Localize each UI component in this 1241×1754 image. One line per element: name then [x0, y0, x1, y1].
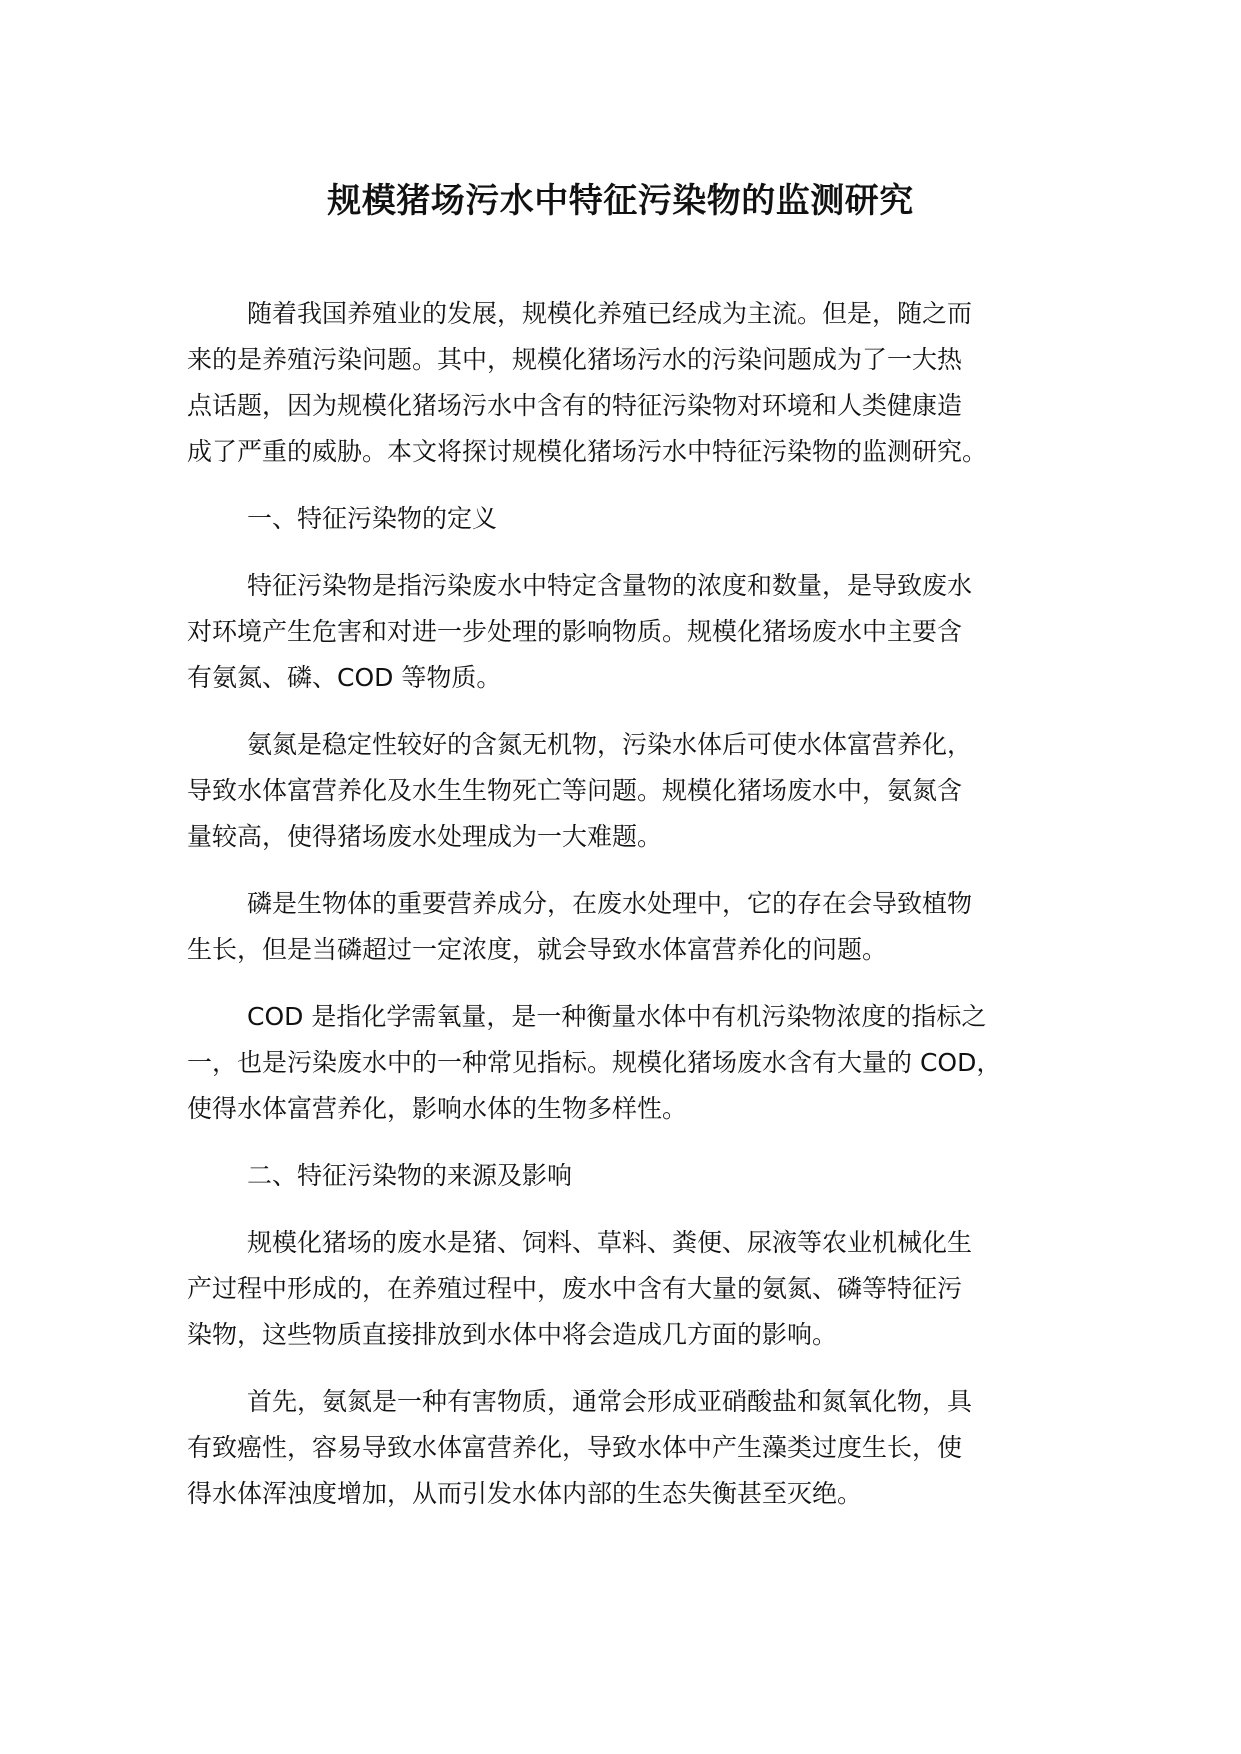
paragraph-line: 特征污染物是指污染废水中特定含量物的浓度和数量，是导致废水: [247, 571, 973, 600]
paragraph-line: 有致癌性，容易导致水体富营养化，导致水体中产生藻类过度生长，使: [187, 1433, 963, 1462]
paragraph-line: 对环境产生危害和对进一步处理的影响物质。规模化猪场废水中主要含: [187, 617, 963, 646]
paragraph-line: 生长，但是当磷超过一定浓度，就会导致水体富营养化的问题。: [187, 935, 888, 964]
paragraph-ammonia: [187, 722, 1067, 860]
paragraph-line: 点话题，因为规模化猪场污水中含有的特征污染物对环境和人类健康造: [187, 391, 963, 420]
paragraph-line: 磷是生物体的重要营养成分，在废水处理中，它的存在会导致植物: [247, 889, 973, 918]
paragraph-line: 产过程中形成的，在养殖过程中，废水中含有大量的氨氮、磷等特征污: [187, 1274, 963, 1303]
paragraph-line: COD 是指化学需氧量，是一种衡量水体中有机污染物浓度的指标之: [247, 1002, 987, 1031]
paragraph-definition: [187, 563, 1067, 701]
paragraph-line: 规模化猪场的废水是猪、饲料、草料、粪便、尿液等农业机械化生: [247, 1228, 973, 1257]
section-heading-2: 二、特征污染物的来源及影响: [247, 1161, 573, 1190]
paragraph-cod: [187, 994, 1067, 1132]
paragraph-line: 染物，这些物质直接排放到水体中将会造成几方面的影响。: [187, 1320, 838, 1349]
paragraph-line: 氨氮是稳定性较好的含氮无机物，污染水体后可使水体富营养化，: [247, 730, 973, 759]
paragraph-line: 随着我国养殖业的发展，规模化养殖已经成为主流。但是，随之而: [247, 299, 973, 328]
paragraph-line: 来的是养殖污染问题。其中，规模化猪场污水的污染问题成为了一大热: [187, 345, 963, 374]
section-heading-1: 一、特征污染物的定义: [247, 504, 498, 533]
paragraph-sources: [187, 1220, 1067, 1358]
paragraph-line: 使得水体富营养化，影响水体的生物多样性。: [187, 1094, 688, 1123]
paragraph-line: 成了严重的威胁。本文将探讨规模化猪场污水中特征污染物的监测研究。: [187, 437, 988, 466]
document-title: 规模猪场污水中特征污染物的监测研究: [327, 181, 914, 221]
paragraph-line: 得水体浑浊度增加，从而引发水体内部的生态失衡甚至灭绝。: [187, 1479, 863, 1508]
paragraph-effects: [187, 1379, 1067, 1517]
paragraph-line: 有氨氮、磷、COD 等物质。: [187, 663, 502, 692]
paragraph-phosphorus: [187, 881, 1067, 973]
document-body: [187, 291, 1067, 1538]
paragraph-line: 首先，氨氮是一种有害物质，通常会形成亚硝酸盐和氮氧化物，具: [247, 1387, 973, 1416]
paragraph-intro: [187, 291, 1067, 475]
paragraph-line: 量较高，使得猪场废水处理成为一大难题。: [187, 822, 663, 851]
paragraph-line: 导致水体富营养化及水生生物死亡等问题。规模化猪场废水中，氨氮含: [187, 776, 963, 805]
paragraph-line: 一，也是污染废水中的一种常见指标。规模化猪场废水含有大量的 COD，: [187, 1048, 1002, 1077]
